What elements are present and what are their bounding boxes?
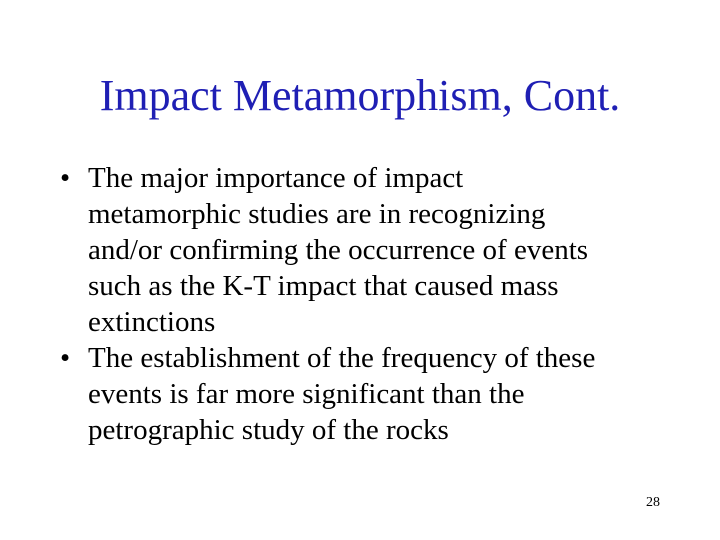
bullet-line: such as the K-T impact that caused mass bbox=[88, 270, 559, 302]
bullet-line: events is far more significant than the bbox=[88, 378, 525, 410]
bullet-line: The establishment of the frequency of these bbox=[88, 342, 596, 374]
bullet-line: petrographic study of the rocks bbox=[88, 414, 449, 446]
bullet-line: metamorphic studies are in recognizing bbox=[88, 198, 546, 230]
bullet-line: The major importance of impact bbox=[88, 162, 464, 194]
bullet-list bbox=[60, 160, 680, 448]
bullet-marker: • bbox=[60, 162, 71, 194]
bullet-line: and/or confirming the occurrence of events bbox=[88, 234, 589, 266]
bullet-item bbox=[60, 340, 680, 448]
bullet-line: extinctions bbox=[88, 306, 216, 338]
bullet-item bbox=[60, 160, 680, 340]
bullet-marker: • bbox=[60, 342, 71, 374]
slide-title: Impact Metamorphism, Cont. bbox=[99, 71, 621, 120]
page-number: 28 bbox=[646, 495, 660, 510]
